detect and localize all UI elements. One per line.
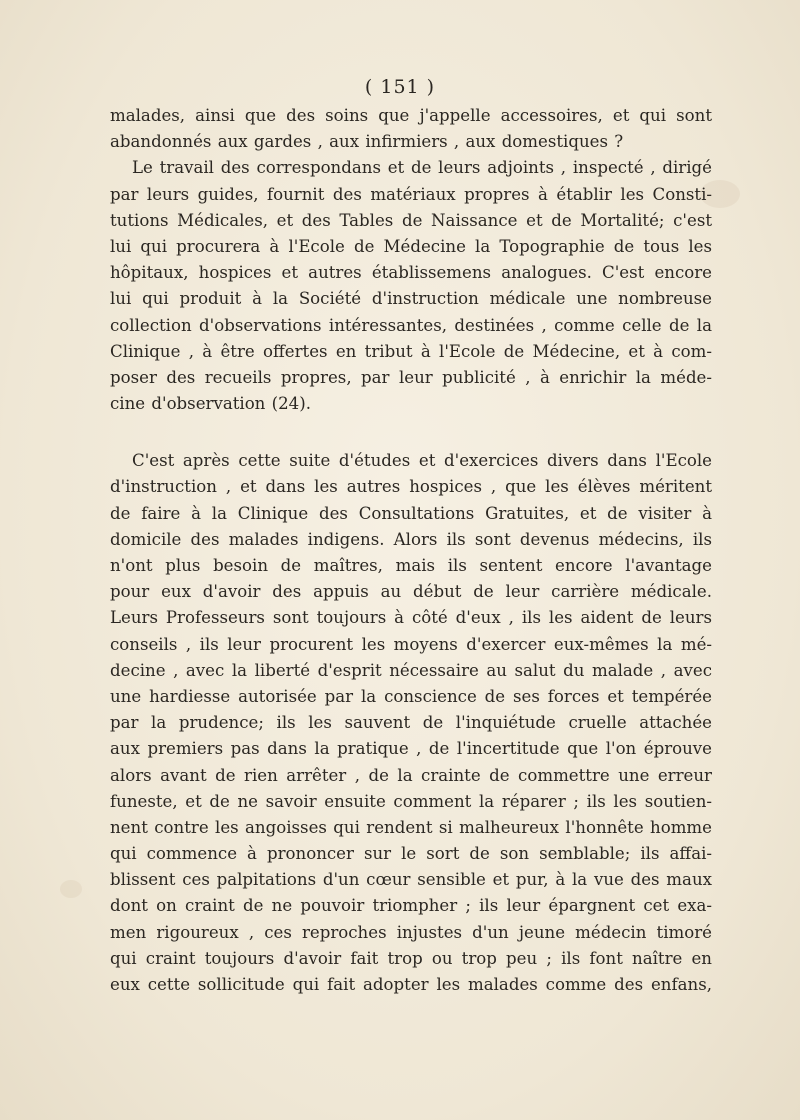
text-line: Clinique , à être offertes en tribut à l'Ecole de Médecine, et à com-: [110, 341, 712, 361]
text-line: une hardiesse autorisée par la conscience de ses forces et tempérée: [110, 686, 712, 706]
text-line: blissent ces palpitations d'un cœur sensible et pur, à la vue des maux: [110, 870, 712, 890]
paragraph-gap: [110, 417, 712, 448]
text-line: alors avant de rien arrêter , de la crainte de commettre une erreur: [110, 765, 712, 785]
text-line: nent contre les angoisses qui rendent si malheureux l'honnête homme: [110, 817, 712, 837]
text-line: lui qui produit à la Société d'instruction médicale une nombreuse: [110, 289, 712, 309]
text-line: dont on craint de ne pouvoir triompher ; ils leur épargnent cet exa-: [110, 896, 712, 916]
text-line: C'est après cette suite d'études et d'exercices divers dans l'Ecole: [132, 451, 712, 471]
text-line: d'instruction , et dans les autres hospices , que les élèves méritent: [110, 477, 712, 497]
text-line: malades, ainsi que des soins que j'appelle accessoires, et qui sont: [110, 106, 712, 125]
body-text: [110, 103, 712, 998]
text-line: hôpitaux, hospices et autres établissemens analogues. C'est encore: [110, 263, 712, 283]
paper-stain: [60, 880, 82, 898]
text-line: par leurs guides, fournit des matériaux propres à établir les Consti-: [110, 184, 712, 204]
text-line: aux premiers pas dans la pratique , de l'incertitude que l'on éprouve: [110, 739, 712, 759]
text-line: qui craint toujours d'avoir fait trop ou trop peu ; ils font naître en: [110, 948, 712, 968]
text-line: pour eux d'avoir des appuis au début de leur carrière médicale.: [110, 582, 712, 602]
text-line: conseils , ils leur procurent les moyens d'exercer eux-mêmes la mé-: [110, 634, 712, 654]
text-line: collection d'observations intéressantes, destinées , comme celle de la: [110, 315, 712, 335]
text-line: tutions Médicales, et des Tables de Naissance et de Mortalité; c'est: [110, 210, 712, 230]
text-line: domicile des malades indigens. Alors ils sont devenus médecins, ils: [110, 529, 712, 549]
text-line: de faire à la Clinique des Consultations Gratuites, et de visiter à: [110, 503, 712, 523]
text-line: decine , avec la liberté d'esprit nécessaire au salut du malade , avec: [110, 660, 712, 680]
text-line: lui qui procurera à l'Ecole de Médecine la Topographie de tous les: [110, 236, 712, 256]
text-line: Leurs Professeurs sont toujours à côté d'eux , ils les aident de leurs: [110, 608, 712, 628]
text-line: abandonnés aux gardes , aux infirmiers , aux domestiques ?: [110, 132, 624, 152]
text-line: qui commence à prononcer sur le sort de son semblable; ils affai-: [110, 844, 712, 864]
page-number: ( 151 ): [364, 76, 436, 98]
text-line: n'ont plus besoin de maîtres, mais ils sentent encore l'avantage: [110, 556, 712, 575]
text-line: par la prudence; ils les sauvent de l'inquiétude cruelle attachée: [110, 713, 712, 733]
text-line: men rigoureux , ces reproches injustes d'un jeune médecin timoré: [110, 922, 712, 942]
text-line: Le travail des correspondans et de leurs adjoints , inspecté , dirigé: [132, 158, 712, 178]
text-line: cine d'observation (24).: [110, 394, 311, 414]
text-line: poser des recueils propres, par leur publicité , à enrichir la méde-: [110, 367, 712, 387]
text-line: funeste, et de ne savoir ensuite comment la réparer ; ils les soutien-: [110, 791, 712, 811]
text-line: eux cette sollicitude qui fait adopter les malades comme des enfans,: [110, 975, 712, 994]
